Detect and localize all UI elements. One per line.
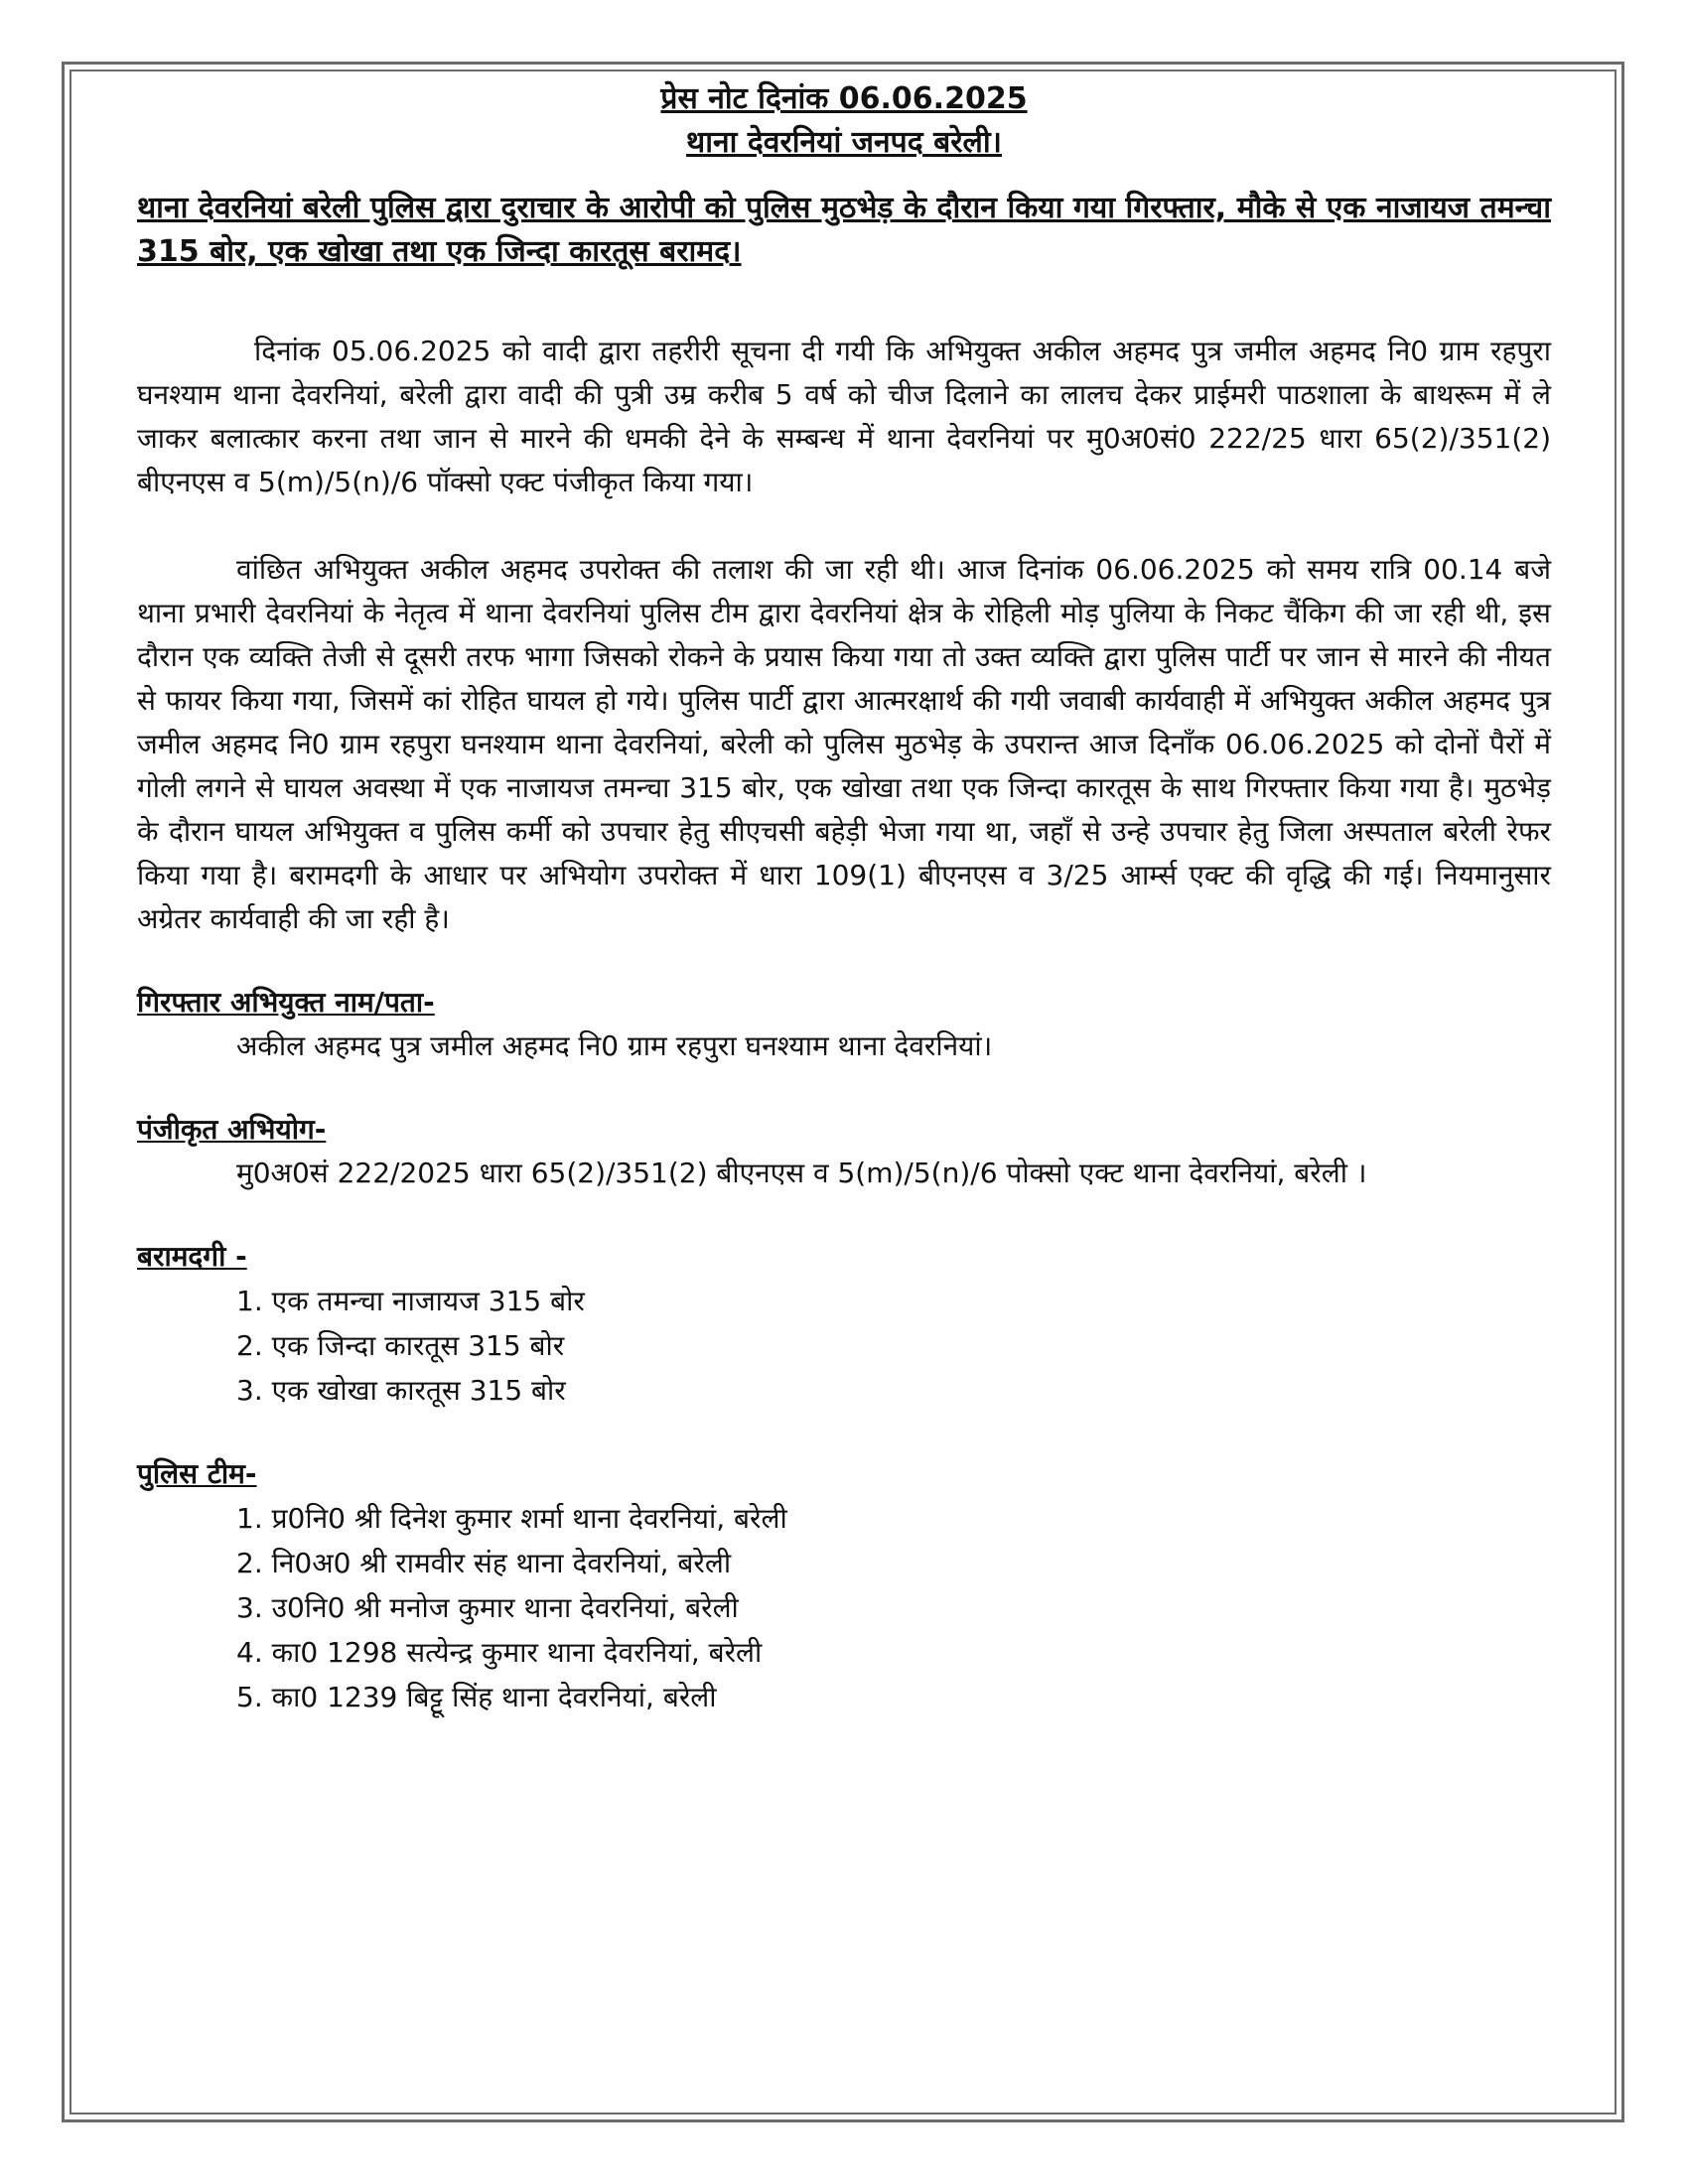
police-team-title: पुलिस टीम- — [137, 1457, 257, 1490]
case-title: पंजीकृत अभियोग- — [137, 1113, 327, 1146]
police-station-heading: थाना देवरनियां जनपद बरेली। — [686, 125, 1002, 160]
arrested-section — [137, 981, 1551, 1068]
list-item: 3. उ0नि0 श्री मनोज कुमार थाना देवरनियां, बरेली — [236, 1591, 739, 1624]
police-team-list — [236, 1496, 1551, 1719]
press-note-date-heading: प्रेस नोट दिनांक 06.06.2025 — [660, 81, 1028, 116]
list-item: 2. एक जिन्दा कारतूस 315 बोर — [236, 1329, 565, 1362]
paragraph-encounter: वांछित अभियुक्त अकील अहमद उपरोक्त की तलाश की जा रही थी। आज दिनांक 06.06.2025 को समय रात्रि 00.14 बजे थाना प्रभारी देवरनियां के नेतृत्व में थाना देवरनियां पुलिस टीम द्वारा देवरनियां क्षेत्र के रोहिली मोड़ पुलिया के निकट चैंकिग की जा रही थी, इस दौरान एक व्यक्ति तेजी से दूसरी तरफ भागा जिसको रोकने के प्रयास किया गया तो उक्त व्यक्ति द्वारा पुलिस पार्टी पर जान से मारने की नीयत से फायर किया गया, जिसमें कां रोहित घायल हो गये। पुलिस पार्टी द्वारा आत्मरक्षार्थ की गयी जवाबी कार्यवाही में अभियुक्त अकील अहमद पुत्र जमील अहमद नि0 ग्राम रहपुरा घनश्याम थाना देवरनियां, बरेली को पुलिस मुठभेड़ के उपरान्त आज दिनाँक 06.06.2025 को दोनों पैरों में गोली लगने से घायल अवस्था में एक नाजायज तमन्चा 315 बोर, एक खोखा तथा एक जिन्दा कारतूस के साथ गिरफ्तार किया गया है। मुठभेड़ के दौरान घायल अभियुक्त व पुलिस कर्मी को उपचार हेतु सीएचसी बहेड़ी भेजा गया था, जहाँ से उन्हे उपचार हेतु जिला अस्पताल बरेली रेफर किया गया है। बरामदगी के आधार पर अभियोग उपरोक्त में धारा 109(1) बीएनएस व 3/25 आर्म्स एक्ट की वृद्धि की गई। नियमानुसार अग्रेतर कार्यवाही की जा रही है। — [137, 553, 1551, 935]
police-team-section — [137, 1452, 1551, 1719]
list-item: 2. नि0अ0 श्री रामवीर संह थाना देवरनियां, बरेली — [236, 1547, 732, 1579]
arrested-details: अकील अहमद पुत्र जमील अहमद नि0 ग्राम रहपुरा घनश्याम थाना देवरनियां। — [236, 1029, 993, 1062]
list-item: 5. का0 1239 बिट्टू सिंह थाना देवरनियां, बरेली — [236, 1681, 717, 1713]
recovery-section — [137, 1235, 1551, 1413]
list-item: 1. एक तमन्चा नाजायज 315 बोर — [236, 1285, 585, 1317]
paragraph-complaint: दिनांक 05.06.2025 को वादी द्वारा तहरीरी सूचना दी गयी कि अभियुक्त अकील अहमद पुत्र जमील अहमद नि0 ग्राम रहपुरा घनश्याम थाना देवरनियां, बरेली द्वारा वादी की पुत्री उम्र करीब 5 वर्ष को चीज दिलाने का लालच देकर प्राईमरी पाठशाला के बाथरूम में ले जाकर बलात्कार करना तथा जान से मारने की धमकी देने के सम्बन्ध में थाना देवरनियां पर मु0अ0सं0 222/25 धारा 65(2)/351(2) बीएनएस व 5(m)/5(n)/6 पॉक्सो एक्ट पंजीकृत किया गया। — [137, 335, 1551, 498]
case-section — [137, 1108, 1551, 1195]
press-note-document — [137, 77, 1551, 1719]
news-headline: थाना देवरनियां बरेली पुलिस द्वारा दुराचार के आरोपी को पुलिस मुठभेड़ के दौरान किया गया गिरफ्तार, मौके से एक नाजायज तमन्चा 315 बोर, एक खोखा तथा एक जिन्दा कारतूस बरामद। — [137, 191, 1551, 269]
recovery-list — [236, 1279, 1551, 1413]
list-item: 1. प्र0नि0 श्री दिनेश कुमार शर्मा थाना देवरनियां, बरेली — [236, 1502, 787, 1535]
list-item: 4. का0 1298 सत्येन्द्र कुमार थाना देवरनियां, बरेली — [236, 1636, 763, 1669]
recovery-title: बरामदगी - — [137, 1240, 247, 1273]
list-item: 3. एक खोखा कारतूस 315 बोर — [236, 1374, 566, 1407]
case-details: मु0अ0सं 222/2025 धारा 65(2)/351(2) बीएनएस व 5(m)/5(n)/6 पोक्सो एक्ट थाना देवरनियां, बरेली । — [236, 1157, 1367, 1189]
arrested-title: गिरफ्तार अभियुक्त नाम/पता- — [137, 986, 435, 1019]
